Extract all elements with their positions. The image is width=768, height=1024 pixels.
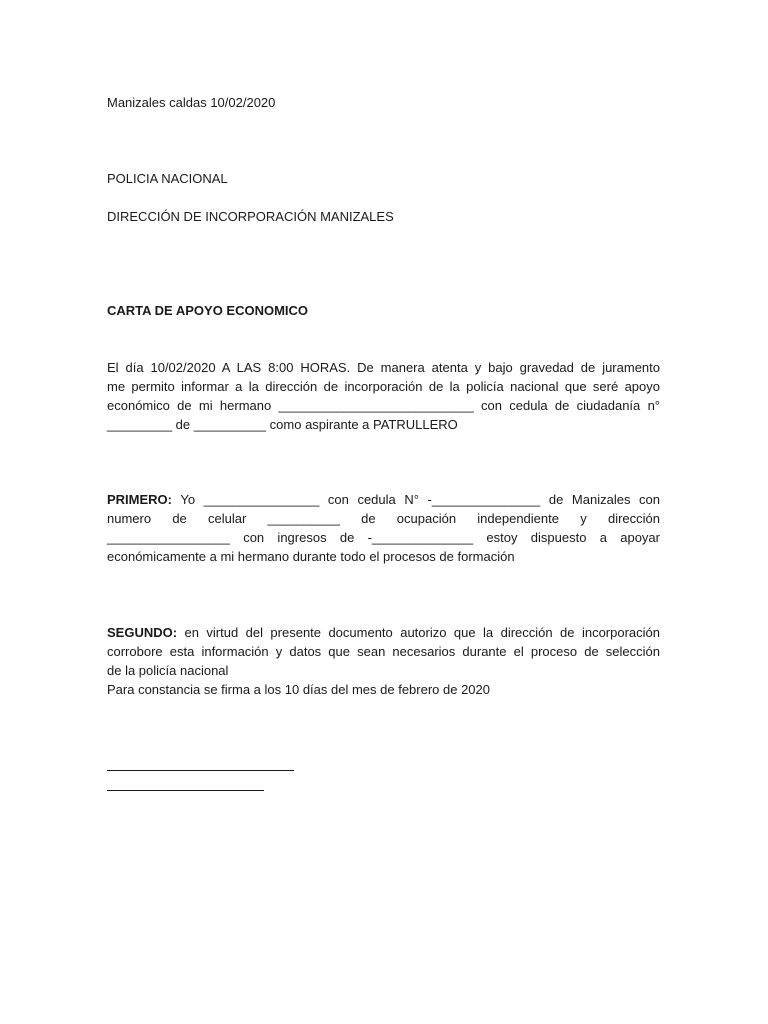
segundo-text: en virtud del presente documento autorizo que la dirección de incorporación: [177, 625, 660, 640]
primero-line: numero de celular __________ de ocupación independiente y dirección: [107, 511, 660, 526]
primero-paragraph: [107, 490, 660, 566]
primero-text: Yo ________________ con cedula N° -_______________ de Manizales con: [172, 492, 660, 507]
intro-line: _________ de __________ como aspirante a PATRULLERO: [107, 417, 458, 432]
letter-title: CARTA DE APOYO ECONOMICO: [107, 303, 309, 318]
intro-line: económico de mi hermano ___________________________ con cedula de ciudadanía n°: [107, 398, 660, 413]
signature-line: [107, 770, 294, 771]
primero-line: económicamente a mi hermano durante todo el procesos de formación: [107, 549, 515, 564]
segundo-line: [107, 623, 660, 642]
primero-line: _________________ con ingresos de -______________ estoy dispuesto a apoyar: [107, 530, 660, 545]
primero-label: PRIMERO:: [107, 492, 172, 507]
recipient-department: DIRECCIÓN DE INCORPORACIÓN MANIZALES: [107, 209, 394, 224]
intro-paragraph: [107, 358, 660, 434]
recipient-institution: POLICIA NACIONAL: [107, 171, 228, 186]
segundo-line: corrobore esta información y datos que sean necesarios durante el proceso de selección: [107, 644, 660, 659]
segundo-line: de la policía nacional: [107, 663, 229, 678]
intro-line: me permito informar a la dirección de incorporación de la policía nacional que seré apoyo: [107, 379, 660, 394]
segundo-label: SEGUNDO:: [107, 625, 178, 640]
place-date: Manizales caldas 10/02/2020: [107, 95, 276, 110]
primero-line: [107, 490, 660, 509]
segundo-paragraph: [107, 623, 660, 680]
intro-line: El día 10/02/2020 A LAS 8:00 HORAS. De manera atenta y bajo gravedad de juramento: [107, 360, 660, 375]
closing-statement: Para constancia se firma a los 10 días del mes de febrero de 2020: [107, 682, 490, 697]
signature-name-line: [107, 790, 264, 791]
